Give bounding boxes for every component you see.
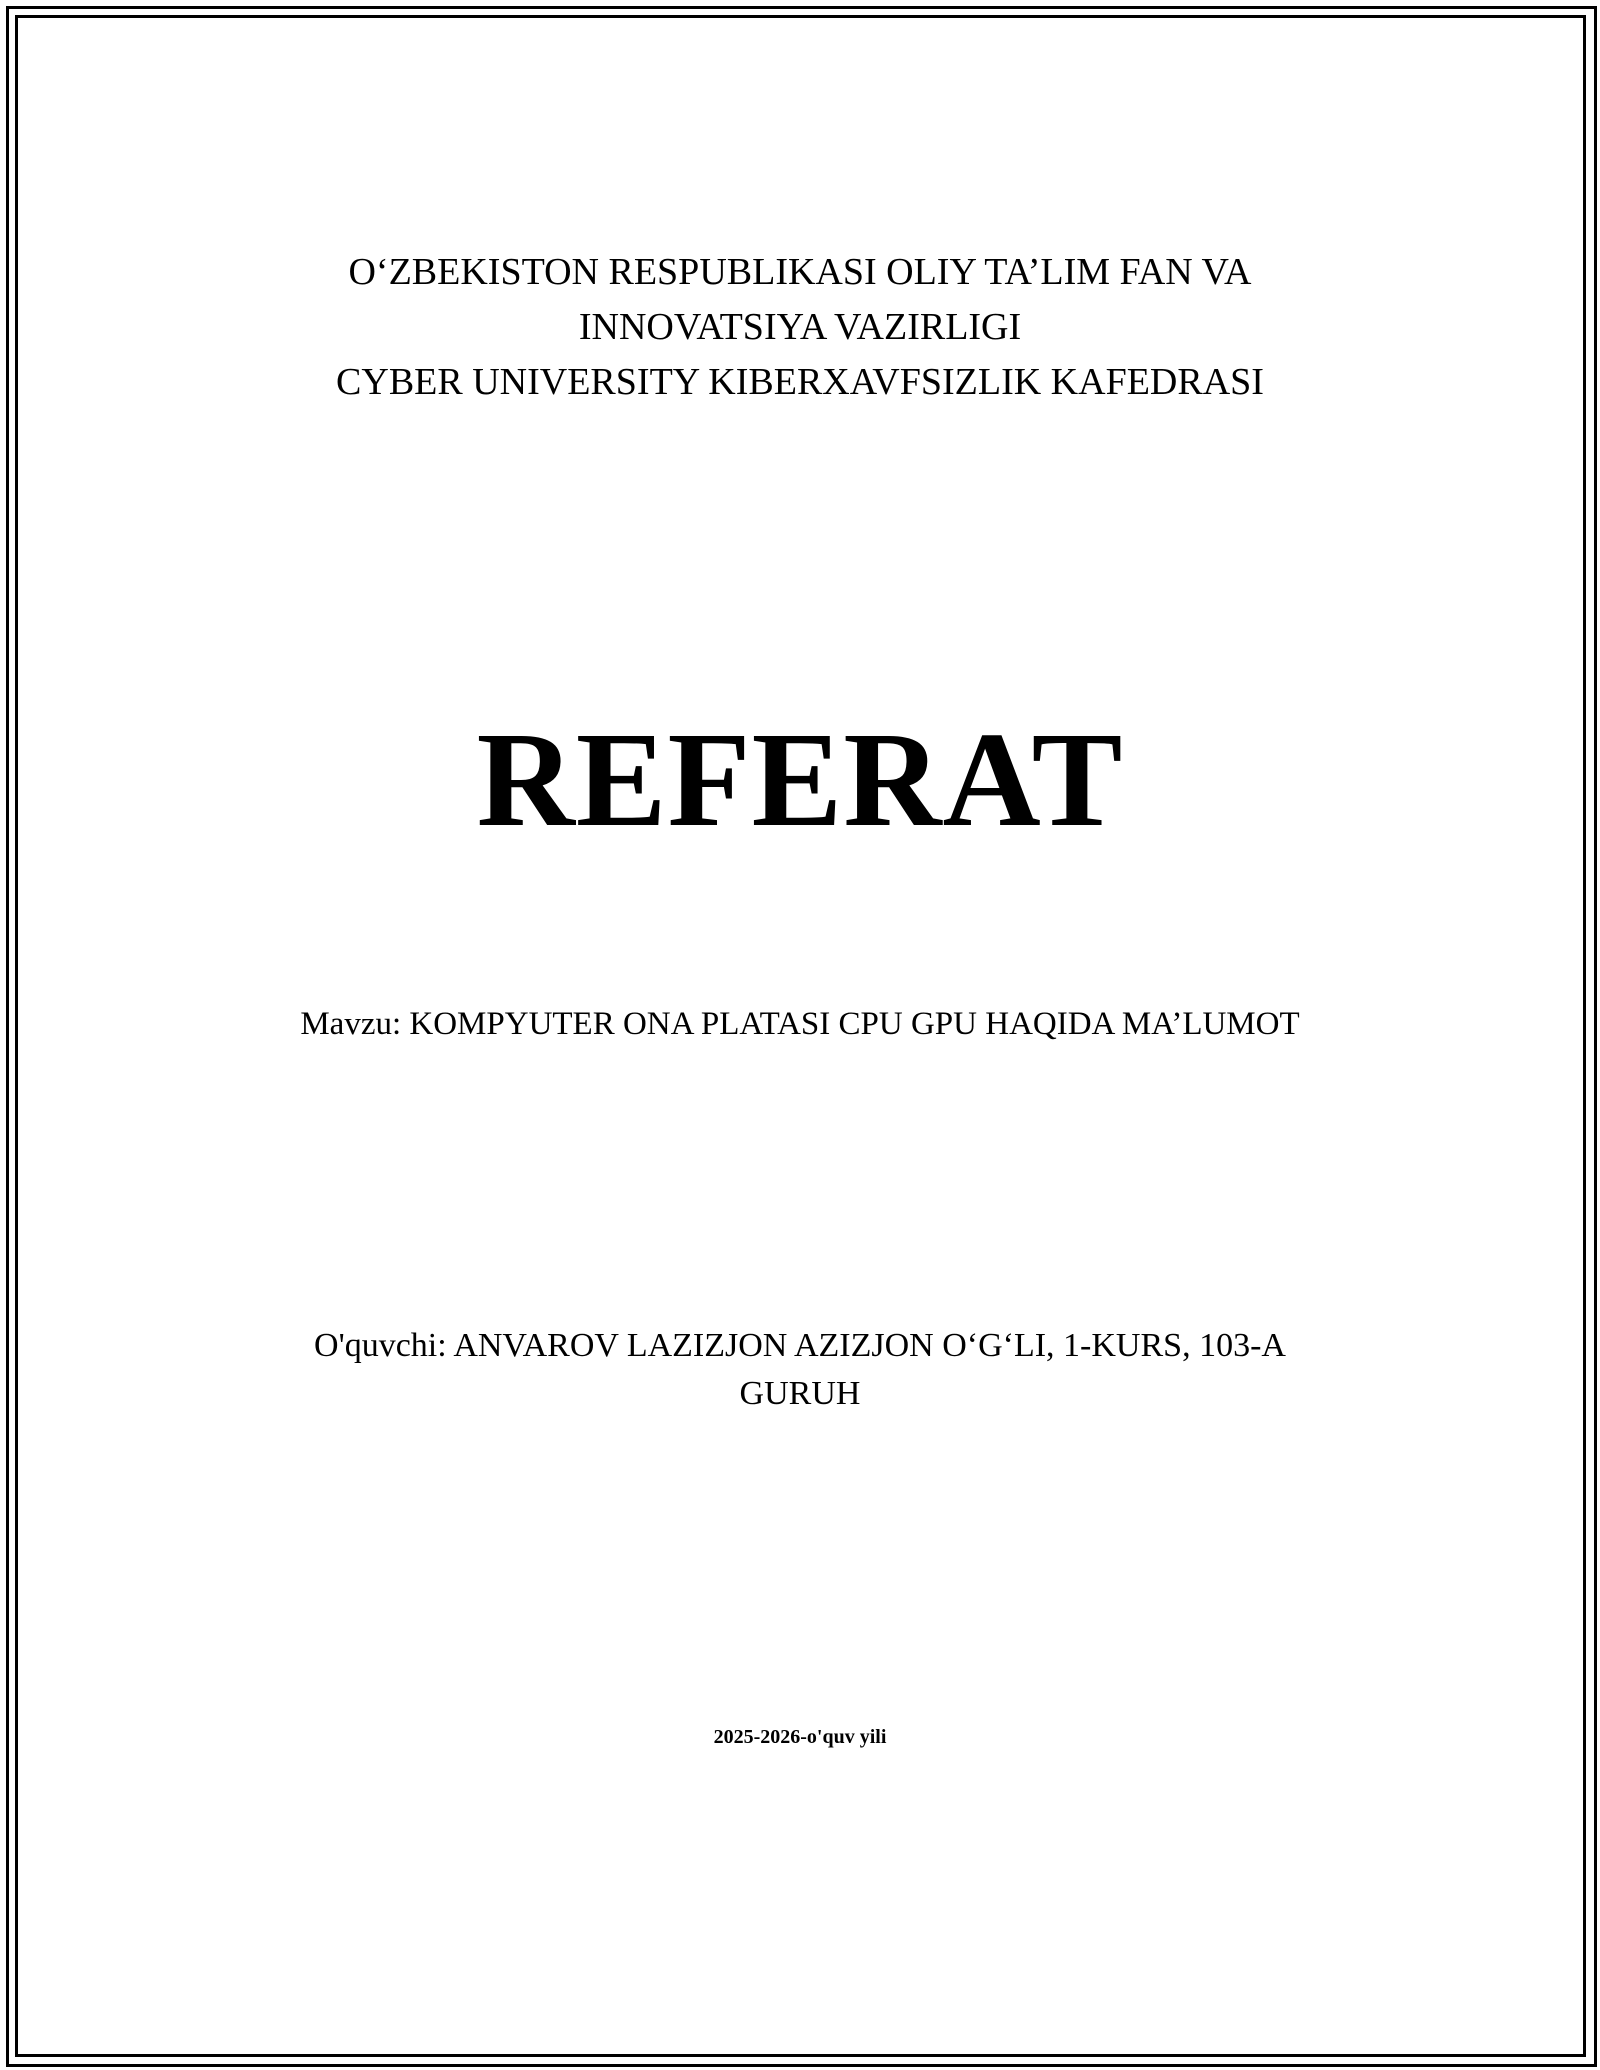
department-line: CYBER UNIVERSITY KIBERXAVFSIZLIK KAFEDRASI (336, 361, 1264, 403)
student-line-1: O'quvchi: ANVAROV LAZIZJON AZIZJON O‘G‘LI, 1-KURS, 103-A (314, 1327, 1286, 1364)
document-title: REFERAT (476, 705, 1124, 855)
ministry-line-2: INNOVATSIYA VAZIRLIGI (578, 306, 1022, 348)
topic-line: Mavzu: KOMPYUTER ONA PLATASI CPU GPU HAQIDA MA’LUMOT (300, 1006, 1300, 1042)
academic-year: 2025-2026-o'quv yili (713, 1726, 887, 1748)
ministry-header (0, 245, 1600, 410)
student-info (0, 1322, 1600, 1418)
student-line-2: GURUH (739, 1375, 861, 1412)
ministry-line-1: O‘ZBEKISTON RESPUBLIKASI OLIY TA’LIM FAN VA (348, 251, 1252, 293)
